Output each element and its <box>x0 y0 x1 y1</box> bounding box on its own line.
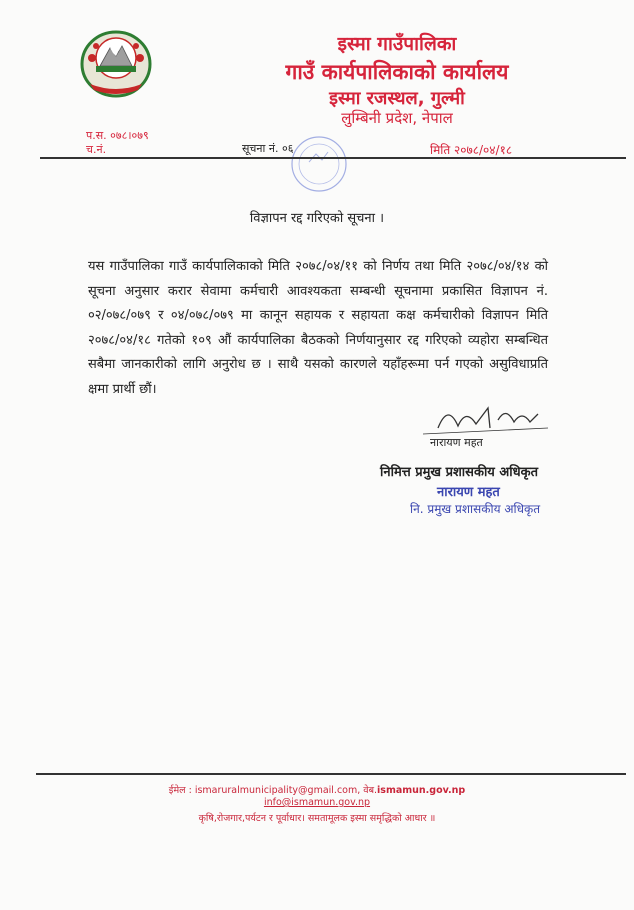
notice-number: सूचना नं. ०६ <box>242 142 294 155</box>
footer-contact <box>0 783 634 796</box>
footer-divider <box>36 773 626 775</box>
footer-slogan: कृषि,रोजगार,पर्यटन र पूर्वाधार। समतामूलक इस्मा समृद्धिको आधार ॥ <box>198 813 436 824</box>
municipality-name: इस्मा गाउँपालिका <box>337 33 457 55</box>
email-link[interactable]: ismaruralmunicipality@gmail.com <box>194 785 358 796</box>
web-label: , वेब. <box>357 785 378 796</box>
signatory-name: नारायण महत <box>430 436 483 449</box>
signatory-title: निमित्त प्रमुख प्रशासकीय अधिकृत <box>380 465 539 480</box>
notice-subject: विज्ञापन रद्द गरिएको सूचना । <box>249 211 385 226</box>
notice-body: यस गाउँपालिका गाउँ कार्यपालिकाको मिति २०७८/०४/११ को निर्णय तथा मिति २०७८/०४/१४ को सूचना अनुसार करार सेवामा कर्मचारी आवश्यकता सम्बन्धी सूचनामा प्रकासित विज्ञापन नं. ०२/०७८/०७९ र ०४/०७८/०७९ मा कानून सहायक र सहायता कक्ष कर्मचारीको विज्ञापन मिति २०७८/०४/१८ गतेको १०९ औं कार्यपालिका बैठकको निर्णयानुसार रद्द गरिएको व्यहोरा सम्बन्धित सबैमा जानकारीको लागि अनुरोध छ । साथै यसको कारणले यहाँहरूमा पर्न गएको असुविधाप्रति क्षमा प्रार्थी छौं। <box>88 259 548 397</box>
office-name: गाउँ कार्यपालिकाको कार्यालय <box>285 60 509 84</box>
notice-date: मिति २०७८/०४/१८ <box>430 143 513 157</box>
office-seal-icon <box>276 134 362 194</box>
email-label: ईमेल : <box>168 785 195 796</box>
ps-number: प.स. ०७८।०७९ <box>86 129 149 142</box>
province-name: लुम्बिनी प्रदेश, नेपाल <box>341 109 453 127</box>
handwritten-signature-icon <box>418 398 558 438</box>
stamp-title: नि. प्रमुख प्रशासकीय अधिकृत <box>410 502 541 516</box>
header-divider <box>40 157 626 159</box>
cn-number: च.नं. <box>86 143 107 156</box>
info-email-link[interactable]: info@ismamun.gov.np <box>263 797 371 808</box>
website-link[interactable]: ismamun.gov.np <box>377 785 466 796</box>
office-address: इस्मा रजस्थल, गुल्मी <box>329 88 465 109</box>
stamp-name: नारायण महत <box>437 485 500 500</box>
